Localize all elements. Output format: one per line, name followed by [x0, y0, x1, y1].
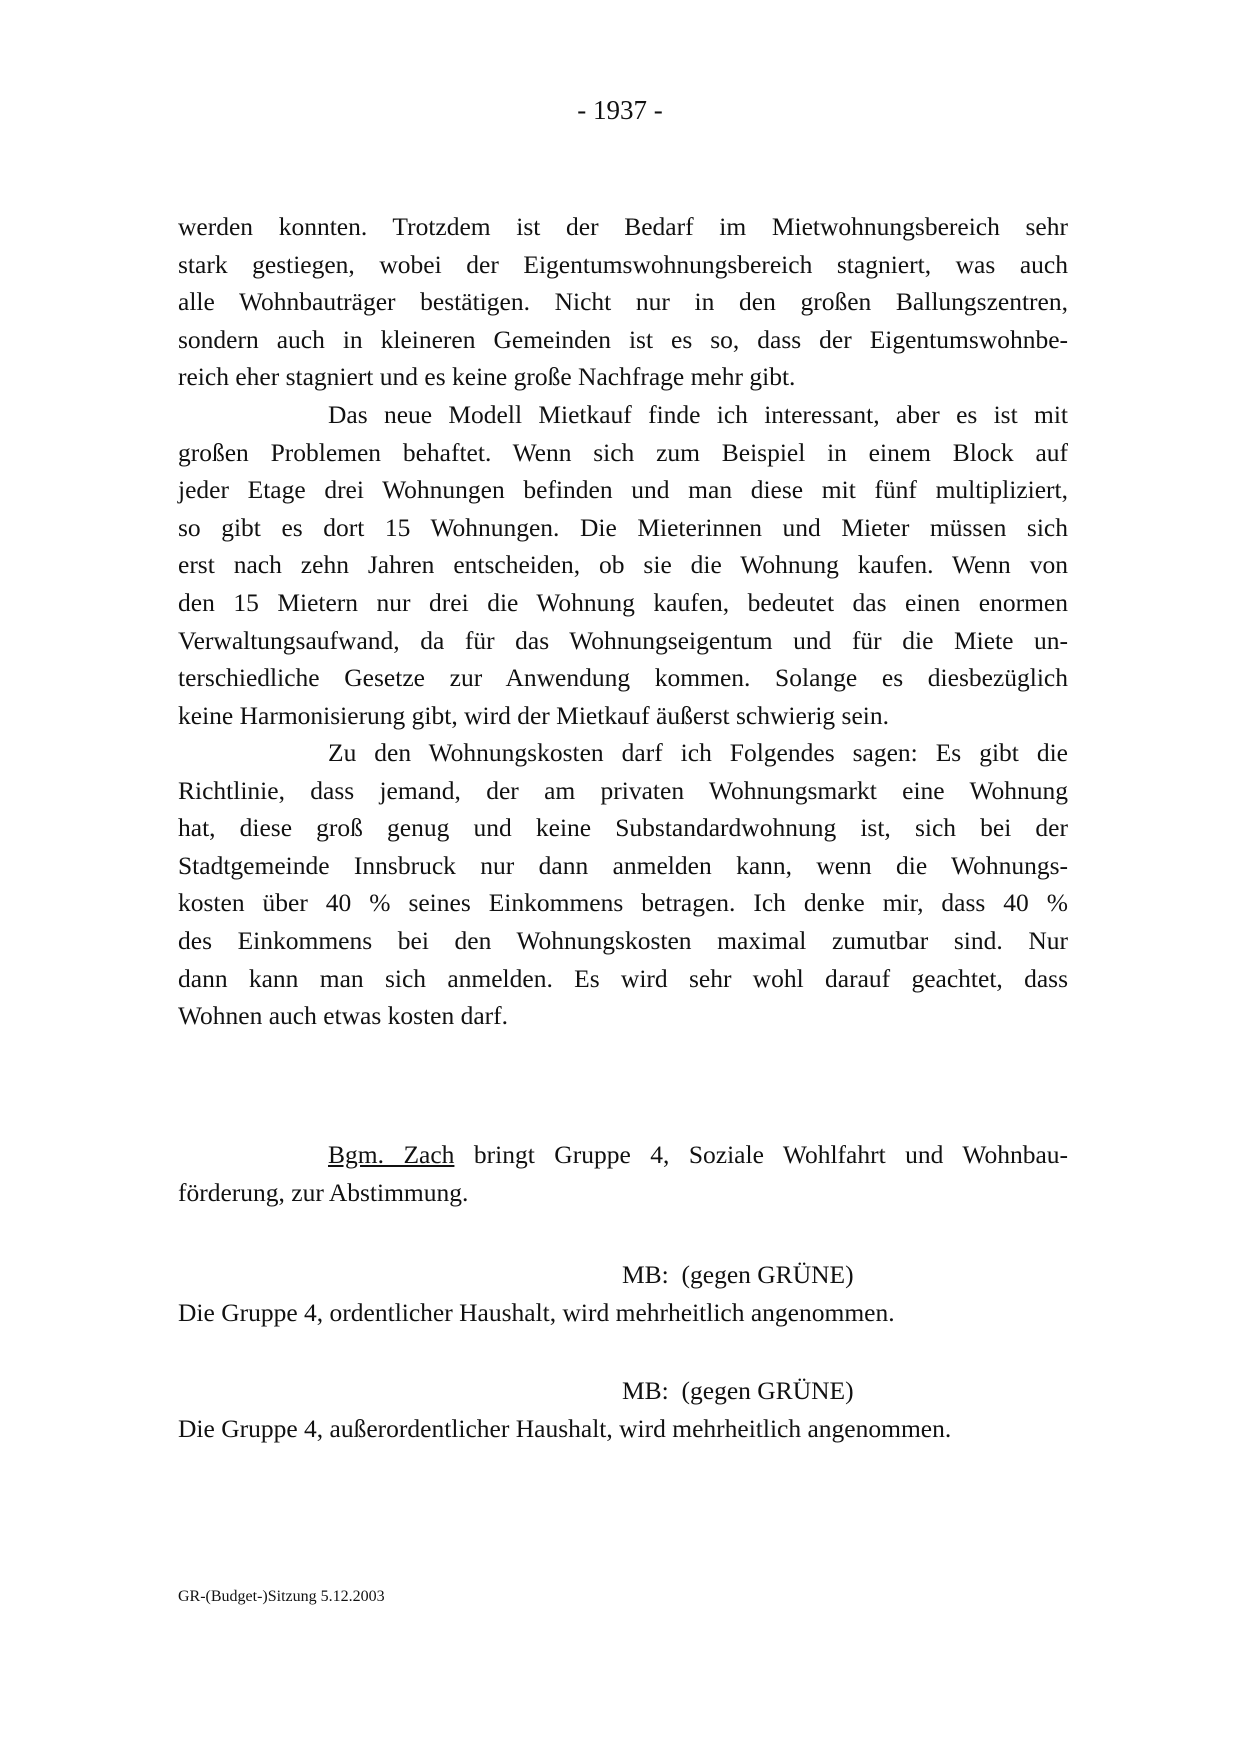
text-line: keine Harmonisierung gibt, wird der Mietkauf äußerst schwierig sein.: [178, 700, 889, 730]
text-line: terschiedliche Gesetze zur Anwendung kommen. Solange es diesbezüglich: [178, 663, 1068, 693]
text-line: reich eher stagniert und es keine große Nachfrage mehr gibt.: [178, 362, 796, 392]
text-line: dann kann man sich anmelden. Es wird sehr wohl darauf geachtet, dass: [178, 963, 1068, 993]
text-line: sondern auch in kleineren Gemeinden ist es so, dass der Eigentumswohnbe-: [178, 324, 1068, 354]
motion-line-2: förderung, zur Abstimmung.: [178, 1177, 469, 1207]
text-line: Stadtgemeinde Innsbruck nur dann anmelden kann, wenn die Wohnungs-: [178, 850, 1068, 880]
speaker-name: Bgm. Zach: [328, 1140, 455, 1169]
paragraph-3: [178, 734, 1068, 1035]
text-line: jeder Etage drei Wohnungen befinden und man diese mit fünf multipliziert,: [178, 475, 1068, 505]
paragraph-2: [178, 396, 1068, 734]
text-line: großen Problemen behaftet. Wenn sich zum Beispiel in einem Block auf: [178, 437, 1068, 467]
text-line: hat, diese groß genug und keine Substandardwohnung ist, sich bei der: [178, 813, 1068, 843]
text-line: Richtlinie, dass jemand, der am privaten Wohnungsmarkt eine Wohnung: [178, 775, 1068, 805]
text-line: werden konnten. Trotzdem ist der Bedarf im Mietwohnungsbereich sehr: [178, 212, 1068, 241]
majority-vote-note: MB: (gegen GRÜNE): [622, 1260, 854, 1289]
text-line: Verwaltungsaufwand, da für das Wohnungseigentum und für die Miete un-: [178, 625, 1068, 655]
vote-result: Die Gruppe 4, außerordentlicher Haushalt, wird mehrheitlich angenommen.: [178, 1414, 952, 1443]
paragraph-1: [178, 208, 1068, 396]
text-line: so gibt es dort 15 Wohnungen. Die Mieterinnen und Mieter müssen sich: [178, 512, 1068, 542]
text-line: Das neue Modell Mietkauf finde ich interessant, aber es ist mit: [328, 400, 1068, 429]
text-line: Zu den Wohnungskosten darf ich Folgendes sagen: Es gibt die: [328, 738, 1068, 767]
page-number: - 1937 -: [577, 95, 663, 125]
motion-text: bringt Gruppe 4, Soziale Wohlfahrt und Wohnbau-: [454, 1140, 1068, 1169]
text-line: Wohnen auch etwas kosten darf.: [178, 1001, 509, 1031]
motion-line-1: [178, 1136, 1068, 1174]
majority-vote-note: MB: (gegen GRÜNE): [622, 1376, 854, 1405]
text-line: erst nach zehn Jahren entscheiden, ob sie die Wohnung kaufen. Wenn von: [178, 550, 1068, 580]
text-line: alle Wohnbauträger bestätigen. Nicht nur in den großen Ballungszentren,: [178, 287, 1068, 317]
vote-result: Die Gruppe 4, ordentlicher Haushalt, wird mehrheitlich angenommen.: [178, 1298, 895, 1327]
text-line: stark gestiegen, wobei der Eigentumswohnungsbereich stagniert, was auch: [178, 249, 1068, 279]
motion-paragraph: [178, 1136, 1068, 1211]
text-line: kosten über 40 % seines Einkommens betragen. Ich denke mir, dass 40 %: [178, 888, 1068, 918]
text-line: den 15 Mietern nur drei die Wohnung kaufen, bedeutet das einen enormen: [178, 587, 1068, 617]
footer: GR-(Budget-)Sitzung 5.12.2003: [178, 1588, 385, 1605]
text-line: des Einkommens bei den Wohnungskosten maximal zumutbar sind. Nur: [178, 925, 1068, 955]
